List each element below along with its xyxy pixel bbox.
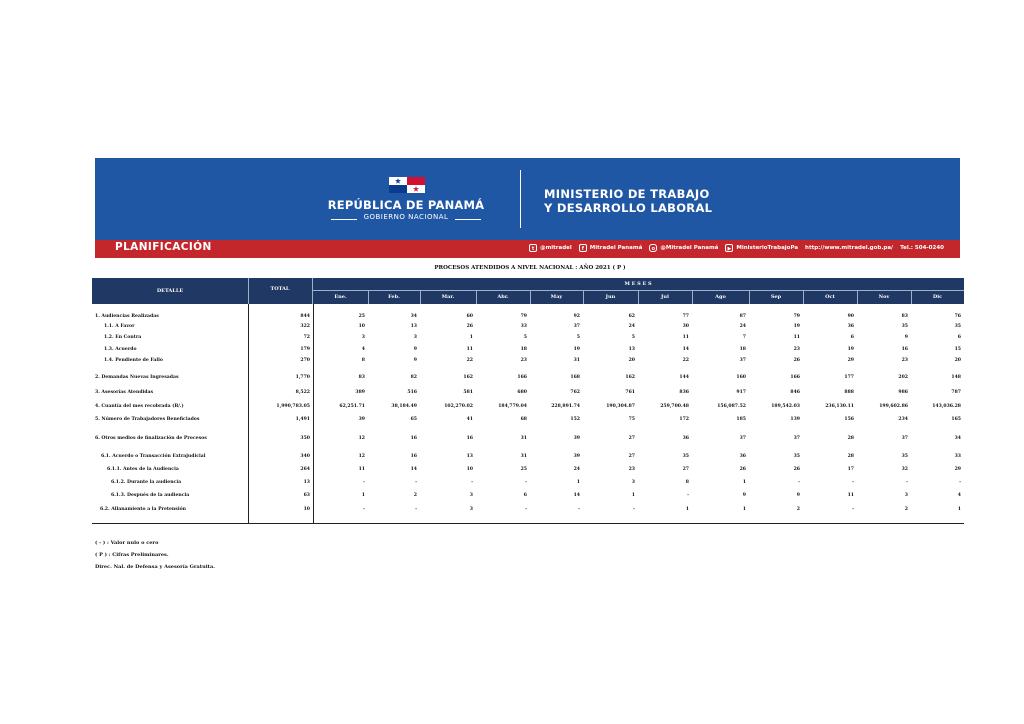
row-month-value: 234: [898, 417, 908, 422]
row-month-value: 9: [742, 493, 746, 498]
row-month-value: 16: [410, 454, 417, 459]
row-month-value: 23: [520, 358, 527, 363]
row-month-value: 35: [901, 324, 908, 329]
youtube-link[interactable]: [725, 244, 798, 252]
table-row: [0, 313, 1024, 321]
table-header: [92, 278, 964, 304]
row-month-value: 3: [413, 335, 417, 340]
row-month-value: 5: [576, 335, 580, 340]
row-month-value: 62: [628, 314, 635, 319]
row-month-value: 199,602.86: [879, 404, 908, 409]
table-bottom-rule: [92, 523, 964, 524]
row-label: 1.3. Acuerdo: [104, 347, 137, 352]
gobierno-subtitle-wrap: [331, 213, 481, 225]
header-month: Sep: [770, 294, 782, 300]
row-month-value: 581: [463, 390, 473, 395]
row-month-value: 1: [576, 480, 580, 485]
row-month-value: 27: [682, 467, 689, 472]
row-total: 8,522: [295, 390, 310, 395]
gobierno-subtitle: GOBIERNO NACIONAL: [363, 213, 449, 221]
row-month-value: 35: [682, 454, 689, 459]
row-month-value: 11: [682, 335, 689, 340]
row-total: 10: [303, 507, 310, 512]
row-month-value: 1: [742, 507, 746, 512]
row-month-value: 37: [739, 358, 746, 363]
row-month-value: 14: [410, 467, 417, 472]
row-label: 4. Cuantía del mes recobrada (B/.): [95, 404, 184, 409]
row-month-value: 8: [361, 358, 365, 363]
row-month-value: 22: [466, 358, 473, 363]
row-month-value: 888: [844, 390, 854, 395]
row-label: 1. Audiencias Realizadas: [95, 314, 159, 319]
row-month-value: 1: [742, 480, 746, 485]
row-month-value: 189,542.03: [771, 404, 800, 409]
row-month-value: 236,130.11: [825, 404, 854, 409]
row-month-value: 76: [954, 314, 961, 319]
twitter-link[interactable]: [529, 244, 572, 252]
row-month-value: 836: [679, 390, 689, 395]
row-month-value: 8: [685, 480, 689, 485]
row-month-value: 166: [790, 375, 800, 380]
row-month-value: 17: [847, 467, 854, 472]
row-month-value: 10: [358, 324, 365, 329]
row-month-value: 102,270.02: [444, 404, 473, 409]
row-month-value: 90: [847, 314, 854, 319]
row-month-value: 166: [517, 375, 527, 380]
header-total: TOTAL: [270, 286, 290, 292]
row-month-value: -: [798, 480, 800, 485]
header-month: Feb.: [388, 294, 400, 300]
row-month-value: 6: [523, 493, 527, 498]
row-month-value: 1: [469, 335, 473, 340]
row-month-value: 27: [628, 454, 635, 459]
row-month-value: -: [471, 480, 473, 485]
instagram-handle: @Mitradel Panamá: [660, 245, 719, 251]
header-month: May: [550, 294, 563, 300]
row-month-value: -: [415, 480, 417, 485]
row-month-value: 25: [358, 314, 365, 319]
row-month-value: 62,251.71: [339, 404, 365, 409]
row-month-value: 5: [523, 335, 527, 340]
banner-divider: [520, 170, 521, 228]
row-month-value: 2: [904, 507, 908, 512]
website-url: http://www.mitradel.gob.pa/: [805, 245, 894, 251]
table-row: [0, 357, 1024, 365]
phone-number: Tel.: 504-0240: [900, 245, 944, 251]
table-row: [0, 506, 1024, 514]
row-month-value: 5: [631, 335, 635, 340]
row-total: 63: [303, 493, 310, 498]
row-month-value: 1: [957, 507, 961, 512]
row-month-value: 12: [358, 454, 365, 459]
row-month-value: 156: [844, 417, 854, 422]
row-month-value: 37: [901, 436, 908, 441]
row-month-value: 22: [682, 358, 689, 363]
row-month-value: 156,087.52: [717, 404, 746, 409]
row-month-value: 389: [355, 390, 365, 395]
row-month-value: -: [578, 507, 580, 512]
row-label: 6.1.1. Antes de la Audiencia: [107, 467, 179, 472]
instagram-link[interactable]: [649, 244, 718, 252]
row-month-value: -: [852, 480, 854, 485]
row-month-value: 35: [901, 454, 908, 459]
row-month-value: 13: [466, 454, 473, 459]
row-month-value: 148: [951, 375, 961, 380]
row-month-value: 917: [736, 390, 746, 395]
header-month: Nov: [878, 294, 890, 300]
row-month-value: 11: [466, 347, 473, 352]
row-month-value: 23: [628, 467, 635, 472]
row-month-value: 41: [466, 417, 473, 422]
facebook-link[interactable]: [579, 244, 643, 252]
row-month-value: 9: [904, 335, 908, 340]
row-month-value: 10: [466, 467, 473, 472]
header-month: Mar.: [441, 294, 455, 300]
row-label: 1.4. Pendiente de Fallo: [104, 358, 163, 363]
row-month-value: 26: [793, 467, 800, 472]
row-month-value: 79: [793, 314, 800, 319]
row-month-value: 3: [631, 480, 635, 485]
instagram-icon: o: [649, 244, 657, 252]
social-links: [529, 244, 944, 252]
row-label: 6.1.2. Durante la audiencia: [111, 480, 182, 485]
row-month-value: 16: [901, 347, 908, 352]
row-month-value: 26: [466, 324, 473, 329]
row-month-value: 3: [469, 493, 473, 498]
row-month-value: 19: [793, 324, 800, 329]
row-month-value: 34: [954, 436, 961, 441]
banner-blue-band: [95, 158, 960, 240]
ministerio-title-line2: Y DESARROLLO LABORAL: [544, 201, 713, 215]
row-month-value: 82: [410, 375, 417, 380]
section-title: PLANIFICACIÓN: [115, 241, 212, 253]
row-label: 6. Otros medios de finalización de Procesos: [95, 436, 207, 441]
row-month-value: 846: [790, 390, 800, 395]
youtube-icon: ▶: [725, 244, 733, 252]
row-month-value: 14: [682, 347, 689, 352]
row-month-value: 39: [573, 454, 580, 459]
row-month-value: 144: [679, 375, 689, 380]
row-month-value: 15: [954, 347, 961, 352]
report-title: PROCESOS ATENDIDOS A NIVEL NACIONAL : AÑO 2021 ( P ): [434, 265, 626, 271]
header-month: Ago: [715, 294, 726, 300]
row-month-value: 1: [361, 493, 365, 498]
row-month-value: 39: [573, 436, 580, 441]
republica-title: REPÚBLICA DE PANAMÁ: [327, 198, 485, 212]
row-month-value: 87: [739, 314, 746, 319]
row-month-value: 37: [739, 436, 746, 441]
row-month-value: 2: [796, 507, 800, 512]
row-label: 6.2. Allanamiento a la Pretensión: [100, 507, 187, 512]
row-month-value: 162: [625, 375, 635, 380]
header-month: Dic: [932, 294, 943, 300]
row-total: 264: [300, 467, 310, 472]
row-month-value: 37: [793, 436, 800, 441]
table-row: [0, 403, 1024, 411]
row-month-value: 4: [957, 493, 961, 498]
facebook-handle: Mitradel Panamá: [589, 245, 643, 251]
website-link[interactable]: [805, 245, 893, 251]
row-month-value: 3: [361, 335, 365, 340]
facebook-icon: f: [579, 244, 587, 252]
row-total: 179: [300, 347, 310, 352]
row-month-value: 162: [463, 375, 473, 380]
row-month-value: 761: [625, 390, 635, 395]
header-banner: [95, 158, 960, 258]
row-month-value: 24: [628, 324, 635, 329]
row-month-value: 23: [793, 347, 800, 352]
row-month-value: 35: [954, 324, 961, 329]
twitter-icon: t: [529, 244, 537, 252]
phone-text: [900, 245, 944, 251]
row-month-value: 65: [410, 417, 417, 422]
row-month-value: 20: [954, 358, 961, 363]
row-month-value: 9: [413, 358, 417, 363]
row-month-value: 152: [570, 417, 580, 422]
row-month-value: 79: [520, 314, 527, 319]
row-month-value: 11: [847, 493, 854, 498]
table-row: [0, 346, 1024, 354]
row-month-value: 787: [951, 390, 961, 395]
table-row: [0, 453, 1024, 461]
row-month-value: 3: [904, 493, 908, 498]
row-month-value: 28: [847, 454, 854, 459]
row-month-value: -: [363, 480, 365, 485]
row-label: 2. Demandas Nuevas Ingresadas: [95, 375, 179, 380]
row-month-value: 16: [410, 436, 417, 441]
row-month-value: 516: [407, 390, 417, 395]
row-month-value: 11: [358, 467, 365, 472]
row-month-value: 60: [466, 314, 473, 319]
row-month-value: 165: [951, 417, 961, 422]
row-month-value: 2: [413, 493, 417, 498]
row-month-value: -: [906, 480, 908, 485]
row-month-value: 68: [520, 417, 527, 422]
row-month-value: 92: [573, 314, 580, 319]
row-month-value: 77: [682, 314, 689, 319]
table-row: [0, 374, 1024, 382]
header-detalle: DETALLE: [156, 288, 184, 294]
table-row: [0, 389, 1024, 397]
row-month-value: 36: [739, 454, 746, 459]
row-month-value: 24: [573, 467, 580, 472]
row-month-value: 31: [520, 436, 527, 441]
table-row: [0, 323, 1024, 331]
row-month-value: 680: [517, 390, 527, 395]
row-month-value: -: [633, 507, 635, 512]
row-label: 5. Número de Trabajadores Beneficiados: [95, 417, 200, 422]
row-month-value: 986: [898, 390, 908, 395]
row-month-value: 75: [628, 417, 635, 422]
row-month-value: -: [687, 493, 689, 498]
row-month-value: 30: [682, 324, 689, 329]
header-meses: M E S E S: [624, 281, 652, 287]
footnotes: [95, 537, 215, 573]
table-row: [0, 435, 1024, 443]
row-total: 1,770: [295, 375, 310, 380]
row-month-value: 29: [847, 358, 854, 363]
row-month-value: 185: [736, 417, 746, 422]
row-month-value: 6: [957, 335, 961, 340]
row-month-value: 36: [847, 324, 854, 329]
header-month: Abr.: [497, 294, 509, 300]
row-month-value: 1: [685, 507, 689, 512]
row-month-value: 184,779.04: [498, 404, 527, 409]
row-month-value: 36: [682, 436, 689, 441]
row-month-value: 31: [573, 358, 580, 363]
table-row: [0, 466, 1024, 474]
row-month-value: 24: [739, 324, 746, 329]
row-month-value: 33: [954, 454, 961, 459]
row-month-value: 35: [793, 454, 800, 459]
row-month-value: 19: [573, 347, 580, 352]
row-month-value: 13: [410, 324, 417, 329]
row-total: 322: [300, 324, 310, 329]
row-total: 72: [303, 335, 310, 340]
row-month-value: -: [525, 480, 527, 485]
row-month-value: 38,184.49: [391, 404, 417, 409]
row-month-value: 160: [736, 375, 746, 380]
ministerio-title-line1: MINISTERIO DE TRABAJO: [544, 187, 710, 201]
youtube-handle: MinisterioTrabajoPa: [736, 245, 799, 251]
row-label: 1.1. A Favor: [104, 324, 135, 329]
row-month-value: 14: [573, 493, 580, 498]
row-month-value: 259,700.48: [660, 404, 689, 409]
footnote-null: ( - ) : Valor nulo o cero: [95, 540, 159, 546]
row-month-value: 37: [573, 324, 580, 329]
row-month-value: 1: [631, 493, 635, 498]
row-total: 13: [303, 480, 310, 485]
header-month: Ene.: [334, 294, 347, 300]
row-month-value: 83: [358, 375, 365, 380]
row-month-value: 31: [520, 454, 527, 459]
row-total: 844: [300, 314, 310, 319]
row-month-value: 172: [679, 417, 689, 422]
row-month-value: -: [852, 507, 854, 512]
row-month-value: 18: [520, 347, 527, 352]
row-month-value: 12: [358, 436, 365, 441]
row-month-value: 39: [358, 417, 365, 422]
row-month-value: 19: [847, 347, 854, 352]
row-month-value: 16: [466, 436, 473, 441]
row-month-value: 25: [520, 467, 527, 472]
row-month-value: 3: [469, 507, 473, 512]
row-label: 6.1.3. Después de la audiencia: [111, 493, 190, 498]
row-month-value: 9: [796, 493, 800, 498]
row-month-value: 29: [954, 467, 961, 472]
row-month-value: 143,036.28: [932, 404, 961, 409]
row-month-value: -: [415, 507, 417, 512]
header-month: Oct: [825, 294, 835, 300]
row-month-value: 26: [793, 358, 800, 363]
row-month-value: 28: [847, 436, 854, 441]
row-month-value: 190,304.87: [606, 404, 635, 409]
row-month-value: 6: [850, 335, 854, 340]
row-month-value: 228,891.74: [551, 404, 580, 409]
row-month-value: 9: [413, 347, 417, 352]
row-month-value: 34: [410, 314, 417, 319]
row-total: 1,990,783.05: [276, 404, 310, 409]
banner-red-band: [95, 240, 960, 258]
row-month-value: 83: [901, 314, 908, 319]
row-total: 1,491: [295, 417, 310, 422]
footnote-preliminary: ( P ) : Cifras Preliminares.: [95, 552, 169, 558]
row-month-value: 202: [898, 375, 908, 380]
row-month-value: 18: [739, 347, 746, 352]
row-month-value: 11: [793, 335, 800, 340]
row-month-value: 177: [844, 375, 854, 380]
row-month-value: 4: [361, 347, 365, 352]
header-month: Jul: [661, 294, 669, 300]
row-month-value: 20: [628, 358, 635, 363]
row-month-value: 139: [790, 417, 800, 422]
row-month-value: -: [525, 507, 527, 512]
row-total: 350: [300, 436, 310, 441]
table-row: [0, 479, 1024, 487]
row-month-value: 32: [901, 467, 908, 472]
row-label: 6.1. Acuerdo o Transacción Extrajudicial: [101, 454, 206, 459]
panama-flag-icon: [389, 177, 425, 193]
row-label: 3. Asesorías Atendidas: [95, 390, 154, 395]
table-row: [0, 416, 1024, 424]
footnote-source: Direc. Nal. de Defensa y Asesoría Gratuita.: [95, 564, 215, 570]
twitter-handle: @mitradel: [540, 245, 572, 251]
row-month-value: -: [363, 507, 365, 512]
row-month-value: 26: [739, 467, 746, 472]
row-total: 270: [300, 358, 310, 363]
header-month: Jun: [605, 294, 616, 300]
row-month-value: 33: [520, 324, 527, 329]
row-month-value: 27: [628, 436, 635, 441]
row-month-value: 762: [570, 390, 580, 395]
row-month-value: 168: [570, 375, 580, 380]
table-row: [0, 334, 1024, 342]
row-total: 340: [300, 454, 310, 459]
row-month-value: 7: [742, 335, 746, 340]
row-month-value: 13: [628, 347, 635, 352]
row-month-value: 23: [901, 358, 908, 363]
row-label: 1.2. En Contra: [104, 335, 142, 340]
table-row: [0, 492, 1024, 500]
row-month-value: -: [959, 480, 961, 485]
